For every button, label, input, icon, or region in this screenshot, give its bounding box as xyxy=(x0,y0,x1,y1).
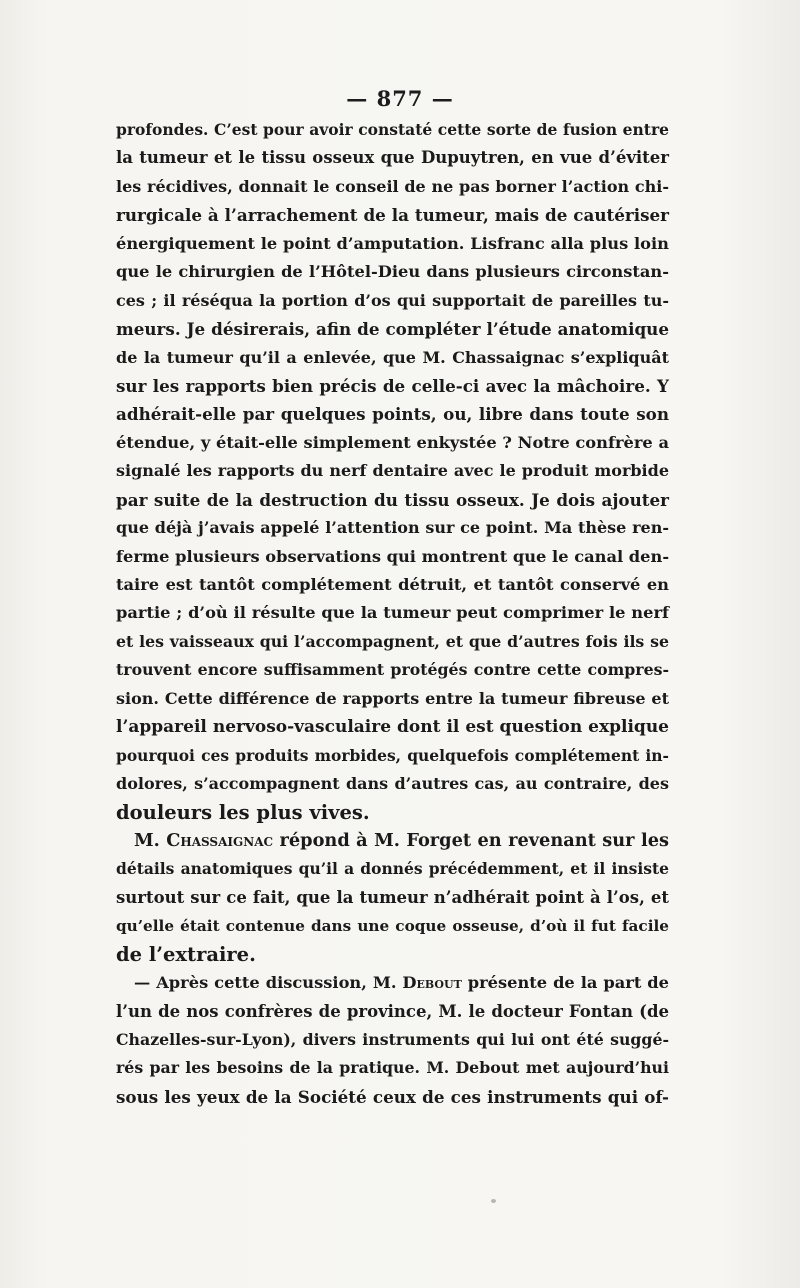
text-line: la tumeur et le tissu osseux que Dupuytren, en vue d’éviter xyxy=(116,148,669,168)
line-text: répond à M. Forget en revenant sur les xyxy=(273,829,669,851)
text-line: sion. Cette différence de rapports entre la tumeur fibreuse et xyxy=(116,688,669,708)
text-line: Chazelles-sur-Lyon), divers instruments qui lui ont été suggé- xyxy=(116,1030,669,1049)
text-line: sur les rapports bien précis de celle-ci avec la mâchoire. Y xyxy=(116,375,669,396)
text-line xyxy=(116,827,669,855)
text-line: énergiquement le point d’amputation. Lisfranc alla plus loin xyxy=(116,233,669,253)
text-line: dolores, s’accompagnent dans d’autres cas, au contraire, des xyxy=(116,774,669,794)
text-line: profondes. C’est pour avoir constaté cette sorte de fusion entre xyxy=(116,120,669,139)
text-line: taire est tantôt complétement détruit, et tantôt conservé en xyxy=(116,575,669,594)
page-number: — 877 — xyxy=(346,86,454,111)
text-line: et les vaisseaux qui l’accompagnent, et que d’autres fois ils se xyxy=(116,631,669,651)
text-line: trouvent encore suffisamment protégés contre cette compres- xyxy=(116,660,669,680)
text-line: meurs. Je désirerais, afin de compléter l’étude anatomique xyxy=(116,319,669,340)
text-line: par suite de la destruction du tissu osseux. Je dois ajouter xyxy=(116,489,669,510)
text-line: de l’extraire. xyxy=(116,942,256,966)
text-line: les récidives, donnait le conseil de ne pas borner l’action chi- xyxy=(116,176,669,196)
text-line: rurgicale à l’arrachement de la tumeur, mais de cautériser xyxy=(116,205,669,226)
text-line: étendue, y était-elle simplement enkystée ? Notre confrère a xyxy=(116,432,669,452)
text-line: sous les yeux de la Société ceux de ces instruments qui of- xyxy=(116,1086,669,1107)
body-text xyxy=(116,116,669,1111)
text-line: rés par les besoins de la pratique. M. Debout met aujourd’hui xyxy=(116,1058,669,1078)
text-line: qu’elle était contenue dans une coque osseuse, d’où il fut facile xyxy=(116,917,669,936)
text-line: détails anatomiques qu’il a donnés précédemment, et il insiste xyxy=(116,859,669,879)
text-line: ces ; il réséqua la portion d’os qui supportait de pareilles tu- xyxy=(116,290,669,310)
line-prefix: — Après cette discussion, M. xyxy=(134,973,403,993)
text-line: ferme plusieurs observations qui montrent que le canal den- xyxy=(116,546,670,566)
line-prefix: M. xyxy=(134,829,167,851)
speaker-name: Chassaignac xyxy=(166,829,274,851)
text-line: de la tumeur qu’il a enlevée, que M. Chassaignac s’expliquât xyxy=(116,347,669,367)
text-line: douleurs les plus vives. xyxy=(116,800,370,824)
text-line: l’appareil nervoso-vasculaire dont il est question explique xyxy=(116,717,669,738)
text-line: pourquoi ces produits morbides, quelquefois complétement in- xyxy=(116,745,669,765)
text-line xyxy=(116,969,669,997)
text-line: que déjà j’avais appelé l’attention sur ce point. Ma thèse ren- xyxy=(116,518,669,538)
paper-speck xyxy=(491,1199,496,1203)
text-line: surtout sur ce fait, que la tumeur n’adhérait point à l’os, et xyxy=(116,887,669,907)
text-line: que le chirurgien de l’Hôtel-Dieu dans plusieurs circonstan- xyxy=(116,262,669,282)
line-text: présente de la part de xyxy=(461,973,669,993)
text-line: partie ; d’où il résulte que la tumeur peut comprimer le nerf xyxy=(116,603,669,623)
text-line: l’un de nos confrères de province, M. le docteur Fontan (de xyxy=(116,1001,669,1021)
speaker-name: Debout xyxy=(402,973,462,993)
text-line: signalé les rapports du nerf dentaire avec le produit morbide xyxy=(116,461,669,481)
text-line: adhérait-elle par quelques points, ou, libre dans toute son xyxy=(116,404,669,425)
